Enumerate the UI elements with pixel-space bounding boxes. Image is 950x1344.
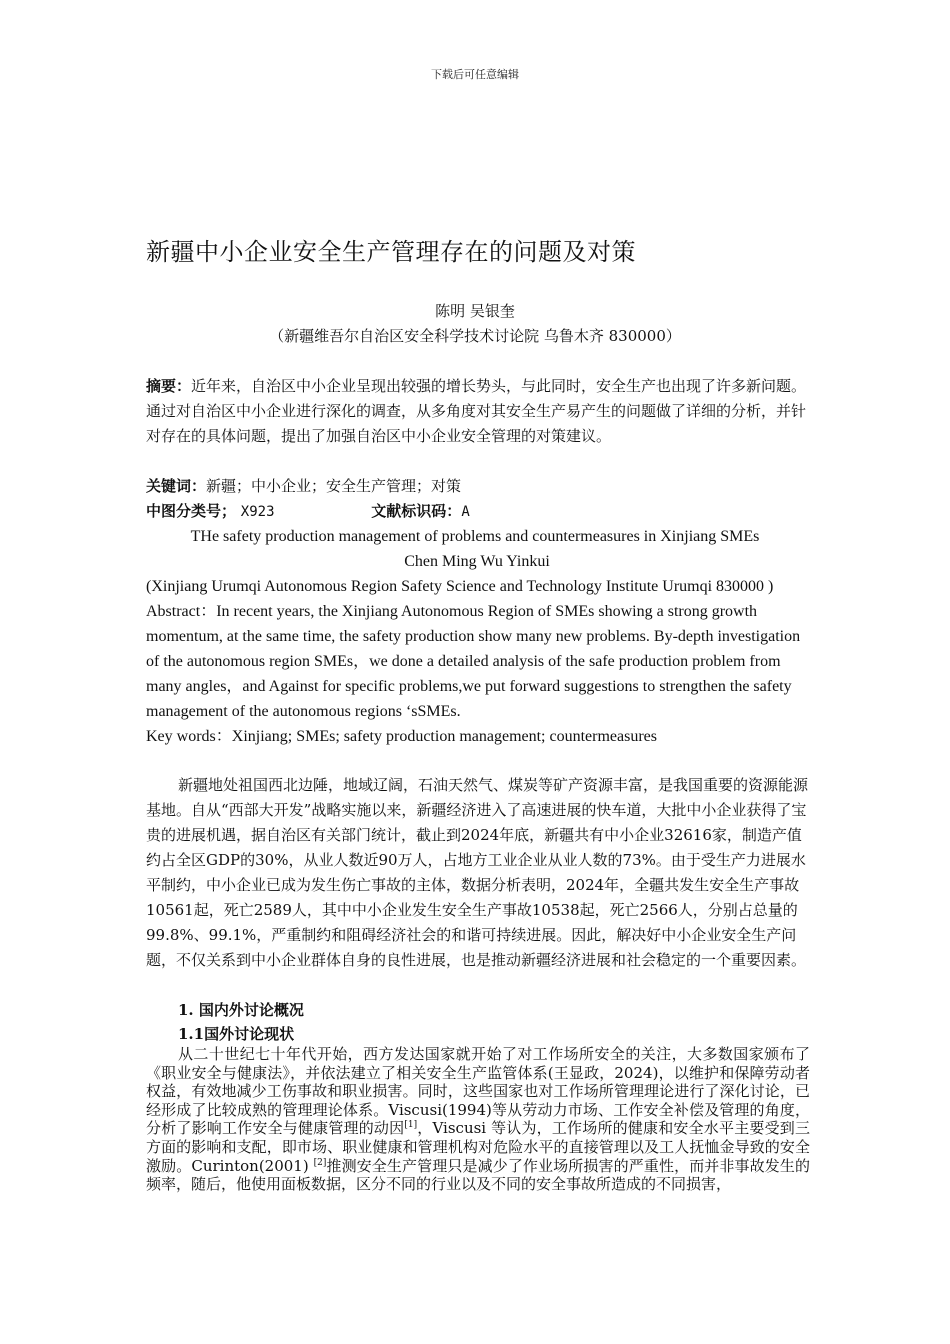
abstract-cn bbox=[146, 374, 808, 449]
doc-code-label: 文献标识码： bbox=[371, 502, 462, 520]
classification-line bbox=[146, 499, 808, 525]
classification-label: 中图分类号； bbox=[146, 502, 237, 520]
english-keywords bbox=[146, 724, 808, 749]
citation-2: [2] bbox=[313, 1157, 327, 1168]
english-abstract bbox=[146, 599, 808, 724]
section-1-1-text-a: 从二十世纪七十年代开始，西方发达国家就开始了对工作场所安全的关注，大多数国家颁布了《职业安全与健康法》，并依法建立了相关安全生产监管体系(王显政，2024)，以维护和保障劳动者权益，有效地减少工伤事故和职业损害。同时，这些国家也对工作场所管理理论进行了深化讨论，已经形成了比较成熟的管理理论体系。Viscusi(1994)等从劳动力市场、工作安全补偿及管理的角度，分析了影响工作安全与健康管理的动因 bbox=[146, 1045, 810, 1138]
english-abstract-text: In recent years, the Xinjiang Autonomous Region of SMEs showing a strong growth momentum, at the same time, the safety production show many new problems. By-depth investigation of the autonomous region SMEs，we done a detailed analysis of the safe production problem from many angles，and Against for specific problems,we put forward suggestions to strengthen the safety management of the autonomous regions ‘sSMEs. bbox=[146, 603, 801, 720]
section-1-1-paragraph bbox=[146, 1045, 810, 1194]
keywords-cn-label: 关键词： bbox=[146, 477, 207, 495]
citation-1: [1] bbox=[404, 1120, 418, 1131]
section-1-1-text-c: 推测安全生产管理只是减少了作业场所损害的严重性，而并非事故发生的频率，随后，他使用面板数据，区分不同的行业以及不同的安全事故所造成的不同损害， bbox=[146, 1156, 810, 1194]
authors: 陈明 吴银奎 bbox=[435, 302, 515, 320]
english-affiliation: (Xinjiang Urumqi Autonomous Region Safety Science and Technology Institute Urumqi 830000 ) bbox=[146, 578, 774, 595]
abstract-cn-text: 近年来，自治区中小企业呈现出较强的增长势头，与此同时，安全生产也出现了许多新问题。通过对自治区中小企业进行深化的调查，从多角度对其安全生产易产生的问题做了详细的分析，并针对存在的具体问题，提出了加强自治区中小企业安全管理的对策建议。 bbox=[146, 377, 807, 445]
english-title: THe safety production management of problems and countermeasures in Xinjiang SMEs bbox=[190, 528, 760, 545]
header-note: 下载后可任意编辑 bbox=[431, 68, 519, 81]
english-authors: Chen Ming Wu Yinkui bbox=[404, 553, 550, 570]
affiliation: （新疆维吾尔自治区安全科学技术讨论院 乌鲁木齐 830000） bbox=[269, 327, 681, 345]
intro-paragraph: 新疆地处祖国西北边陲，地域辽阔，石油天然气、煤炭等矿产资源丰富，是我国重要的资源能源基地。自从“西部大开发”战略实施以来，新疆经济进入了高速进展的快车道，大批中小企业获得了宝贵的进展机遇，据自治区有关部门统计，截止到2024年底，新疆共有中小企业32616家，制造产值约占全区GDP的30%，从业人数近90万人，占地方工业企业从业人数的73%。由于受生产力进展水平制约，中小企业已成为发生伤亡事故的主体，数据分析表明，2024年，全疆共发生安全生产事故10561起，死亡2589人，其中中小企业发生安全生产事故10538起，死亡2566人，分别占总量的99.8%、99.1%，严重制约和阻碍经济社会的和谐可持续进展。因此，解决好中小企业安全生产问题，不仅关系到中小企业群体自身的良性进展，也是推动新疆经济进展和社会稳定的一个重要因素。 bbox=[146, 776, 809, 969]
section-1-1-text-b: ，Viscusi 等认为，工作场所的健康和安全水平主要受到三方面的影响和支配，即市场、职业健康和管理机构对危险水平的直接管理以及工人抚恤金导致的安全激励。Curinton(2001) bbox=[146, 1119, 810, 1175]
keywords-cn-text: 新疆；中小企业；安全生产管理；对策 bbox=[206, 477, 462, 495]
english-keywords-text: Xinjiang; SMEs; safety production management; countermeasures bbox=[231, 728, 658, 745]
english-abstract-label: Abstract： bbox=[146, 603, 217, 620]
english-keywords-label: Key words： bbox=[146, 728, 232, 745]
section-heading-1: 1. 国内外讨论概况 bbox=[178, 1001, 304, 1019]
classification-code: X923 bbox=[240, 504, 275, 520]
doc-code: A bbox=[461, 504, 470, 520]
keywords-cn bbox=[146, 474, 808, 499]
abstract-cn-label: 摘要： bbox=[146, 377, 192, 395]
paper-title: 新疆中小企业安全生产管理存在的问题及对策 bbox=[146, 238, 636, 266]
section-heading-1-1: 1.1国外讨论现状 bbox=[178, 1025, 295, 1043]
